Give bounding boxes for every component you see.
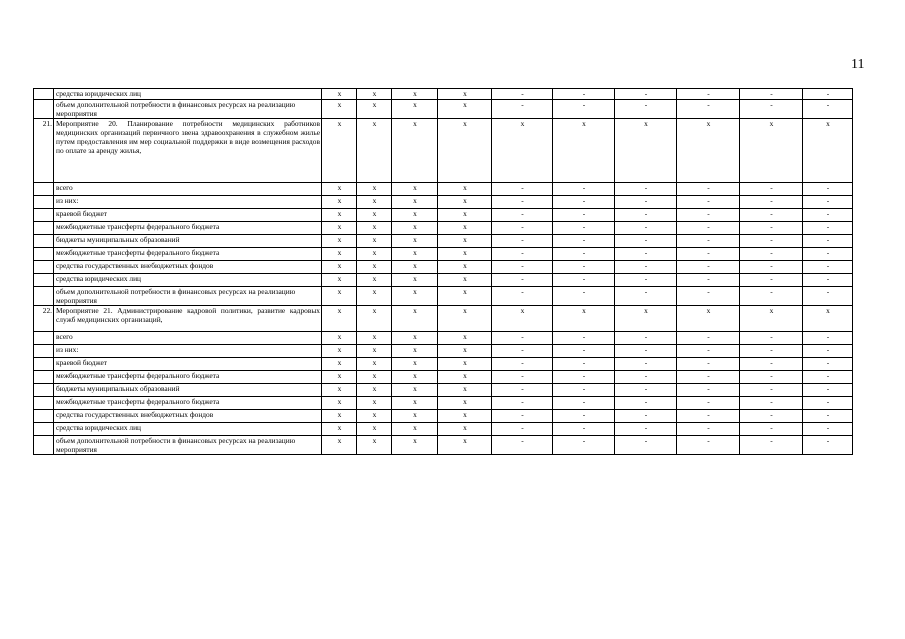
value-cell: x (392, 410, 438, 423)
value-cell: x (322, 410, 357, 423)
table-row (34, 235, 853, 248)
value-cell: x (438, 345, 492, 358)
value-cell: x (322, 183, 357, 196)
value-cell: x (677, 306, 740, 332)
value-cell: x (357, 410, 392, 423)
value-cell: - (803, 183, 853, 196)
value-cell: x (438, 274, 492, 287)
value-cell: x (438, 306, 492, 332)
value-cell: - (803, 100, 853, 119)
value-cell: - (553, 384, 615, 397)
value-cell: - (803, 287, 853, 306)
value-cell: - (615, 100, 677, 119)
row-number (34, 248, 54, 261)
value-cell: - (677, 248, 740, 261)
row-number: 21. (34, 119, 54, 183)
value-cell: - (740, 222, 803, 235)
value-cell: x (322, 222, 357, 235)
table-row (34, 436, 853, 455)
row-label: всего (54, 183, 322, 196)
value-cell: - (740, 345, 803, 358)
value-cell: x (357, 358, 392, 371)
budget-table (33, 88, 853, 455)
value-cell: x (357, 222, 392, 235)
row-number: 22. (34, 306, 54, 332)
value-cell: x (357, 332, 392, 345)
row-number (34, 397, 54, 410)
value-cell: - (677, 222, 740, 235)
row-label: средства юридических лиц (54, 89, 322, 100)
value-cell: - (740, 358, 803, 371)
value-cell: - (677, 423, 740, 436)
row-label: средства юридических лиц (54, 274, 322, 287)
value-cell: x (438, 436, 492, 455)
value-cell: x (392, 261, 438, 274)
row-label: средства государственных внебюджетных фондов (54, 261, 322, 274)
row-label: из них: (54, 196, 322, 209)
value-cell: x (322, 119, 357, 183)
value-cell: - (803, 410, 853, 423)
value-cell: - (740, 436, 803, 455)
value-cell: - (803, 261, 853, 274)
value-cell: x (392, 183, 438, 196)
value-cell: - (677, 436, 740, 455)
value-cell: x (357, 89, 392, 100)
value-cell: x (392, 89, 438, 100)
value-cell: - (492, 183, 553, 196)
value-cell: - (553, 248, 615, 261)
value-cell: x (322, 248, 357, 261)
table-row (34, 410, 853, 423)
row-label: межбюджетные трансферты федерального бюджета (54, 222, 322, 235)
row-label: межбюджетные трансферты федерального бюджета (54, 397, 322, 410)
value-cell: - (615, 274, 677, 287)
value-cell: - (615, 222, 677, 235)
row-label: бюджеты муниципальных образований (54, 384, 322, 397)
value-cell: x (322, 423, 357, 436)
value-cell: - (803, 235, 853, 248)
page-number: 11 (851, 57, 865, 72)
value-cell: - (553, 410, 615, 423)
value-cell: x (392, 196, 438, 209)
value-cell: x (357, 235, 392, 248)
value-cell: x (438, 358, 492, 371)
value-cell: - (803, 371, 853, 384)
value-cell: - (492, 332, 553, 345)
value-cell: - (553, 358, 615, 371)
value-cell: - (740, 261, 803, 274)
value-cell: x (392, 274, 438, 287)
value-cell: x (615, 306, 677, 332)
value-cell: - (492, 235, 553, 248)
value-cell: - (492, 358, 553, 371)
value-cell: - (553, 183, 615, 196)
table-row (34, 89, 853, 100)
value-cell: - (492, 248, 553, 261)
value-cell: x (438, 183, 492, 196)
value-cell: - (615, 209, 677, 222)
value-cell: x (357, 196, 392, 209)
value-cell: - (740, 235, 803, 248)
table-row (34, 248, 853, 261)
value-cell: - (492, 222, 553, 235)
value-cell: - (740, 183, 803, 196)
value-cell: x (438, 261, 492, 274)
value-cell: - (492, 436, 553, 455)
value-cell: - (615, 384, 677, 397)
row-number (34, 345, 54, 358)
value-cell: - (553, 261, 615, 274)
value-cell: x (357, 183, 392, 196)
row-number (34, 332, 54, 345)
row-number (34, 89, 54, 100)
row-label: средства юридических лиц (54, 423, 322, 436)
value-cell: - (740, 384, 803, 397)
value-cell: x (322, 261, 357, 274)
value-cell: x (322, 235, 357, 248)
value-cell: - (740, 89, 803, 100)
value-cell: x (357, 248, 392, 261)
value-cell: - (553, 332, 615, 345)
value-cell: x (357, 274, 392, 287)
value-cell: - (553, 371, 615, 384)
value-cell: - (492, 345, 553, 358)
value-cell: x (392, 332, 438, 345)
value-cell: x (357, 100, 392, 119)
value-cell: - (615, 358, 677, 371)
table-row (34, 222, 853, 235)
value-cell: - (677, 371, 740, 384)
value-cell: - (740, 423, 803, 436)
value-cell: - (803, 222, 853, 235)
value-cell: x (615, 119, 677, 183)
value-cell: x (322, 209, 357, 222)
value-cell: - (553, 436, 615, 455)
value-cell: x (322, 436, 357, 455)
value-cell: - (492, 261, 553, 274)
value-cell: - (492, 274, 553, 287)
value-cell: - (492, 100, 553, 119)
value-cell: x (322, 89, 357, 100)
value-cell: - (677, 261, 740, 274)
value-cell: x (438, 423, 492, 436)
value-cell: - (615, 248, 677, 261)
row-label: бюджеты муниципальных образований (54, 235, 322, 248)
value-cell: - (615, 196, 677, 209)
table-row (34, 332, 853, 345)
value-cell: - (740, 397, 803, 410)
value-cell: - (492, 287, 553, 306)
value-cell: x (357, 345, 392, 358)
value-cell: x (357, 436, 392, 455)
value-cell: x (322, 397, 357, 410)
value-cell: x (392, 384, 438, 397)
value-cell: x (392, 345, 438, 358)
value-cell: - (615, 332, 677, 345)
value-cell: - (553, 397, 615, 410)
value-cell: x (392, 358, 438, 371)
value-cell: x (392, 248, 438, 261)
value-cell: - (677, 274, 740, 287)
value-cell: - (740, 209, 803, 222)
value-cell: x (357, 287, 392, 306)
row-label: краевой бюджет (54, 358, 322, 371)
value-cell: - (740, 332, 803, 345)
value-cell: - (677, 287, 740, 306)
value-cell: - (740, 100, 803, 119)
value-cell: x (438, 371, 492, 384)
value-cell: x (740, 306, 803, 332)
value-cell: - (677, 397, 740, 410)
value-cell: x (357, 209, 392, 222)
value-cell: x (322, 345, 357, 358)
value-cell: - (615, 89, 677, 100)
value-cell: x (322, 287, 357, 306)
value-cell: x (357, 371, 392, 384)
value-cell: x (392, 397, 438, 410)
value-cell: x (322, 306, 357, 332)
table-row (34, 274, 853, 287)
value-cell: - (553, 345, 615, 358)
row-number (34, 261, 54, 274)
row-label: объем дополнительной потребности в финансовых ресурсах на реализацию мероприятия (54, 100, 322, 119)
table-row (34, 384, 853, 397)
value-cell: x (553, 306, 615, 332)
row-label: межбюджетные трансферты федерального бюджета (54, 248, 322, 261)
value-cell: x (438, 397, 492, 410)
value-cell: - (615, 423, 677, 436)
value-cell: - (553, 287, 615, 306)
value-cell: - (492, 397, 553, 410)
value-cell: - (803, 248, 853, 261)
table-body (34, 89, 853, 455)
table-row (34, 423, 853, 436)
value-cell: x (322, 358, 357, 371)
value-cell: x (357, 261, 392, 274)
value-cell: x (438, 89, 492, 100)
value-cell: x (438, 248, 492, 261)
value-cell: x (392, 287, 438, 306)
value-cell: - (553, 235, 615, 248)
value-cell: x (357, 119, 392, 183)
value-cell: - (803, 397, 853, 410)
value-cell: - (553, 423, 615, 436)
table-row (34, 183, 853, 196)
value-cell: x (492, 306, 553, 332)
row-label: Мероприятие 21. Администрирование кадровой политики, развитие кадровых служб медицинских организаций, (54, 306, 322, 332)
table-row (34, 119, 853, 183)
value-cell: - (677, 89, 740, 100)
value-cell: x (677, 119, 740, 183)
row-label: краевой бюджет (54, 209, 322, 222)
value-cell: - (615, 261, 677, 274)
value-cell: x (803, 306, 853, 332)
value-cell: - (492, 209, 553, 222)
table-row (34, 287, 853, 306)
value-cell: x (392, 436, 438, 455)
table-row (34, 397, 853, 410)
value-cell: - (677, 100, 740, 119)
value-cell: - (553, 222, 615, 235)
table-row (34, 345, 853, 358)
table-row (34, 100, 853, 119)
value-cell: - (492, 410, 553, 423)
value-cell: - (677, 345, 740, 358)
value-cell: - (803, 345, 853, 358)
value-cell: - (677, 358, 740, 371)
row-label: всего (54, 332, 322, 345)
value-cell: x (438, 332, 492, 345)
row-number (34, 358, 54, 371)
row-number (34, 100, 54, 119)
value-cell: x (492, 119, 553, 183)
value-cell: x (322, 274, 357, 287)
row-number (34, 423, 54, 436)
value-cell: x (438, 410, 492, 423)
value-cell: x (322, 371, 357, 384)
value-cell: - (803, 436, 853, 455)
value-cell: x (553, 119, 615, 183)
row-number (34, 384, 54, 397)
row-number (34, 235, 54, 248)
value-cell: - (740, 287, 803, 306)
row-number (34, 196, 54, 209)
value-cell: - (553, 196, 615, 209)
value-cell: - (677, 384, 740, 397)
value-cell: x (322, 196, 357, 209)
value-cell: - (615, 345, 677, 358)
value-cell: x (392, 209, 438, 222)
value-cell: x (392, 222, 438, 235)
value-cell: - (553, 89, 615, 100)
value-cell: x (357, 306, 392, 332)
value-cell: - (803, 89, 853, 100)
value-cell: x (322, 100, 357, 119)
value-cell: - (615, 287, 677, 306)
value-cell: - (492, 89, 553, 100)
value-cell: - (492, 371, 553, 384)
value-cell: x (740, 119, 803, 183)
value-cell: - (615, 371, 677, 384)
value-cell: - (615, 436, 677, 455)
row-label: из них: (54, 345, 322, 358)
value-cell: x (357, 423, 392, 436)
value-cell: - (615, 410, 677, 423)
row-number (34, 274, 54, 287)
value-cell: x (392, 235, 438, 248)
value-cell: - (492, 423, 553, 436)
table-row (34, 306, 853, 332)
value-cell: x (392, 306, 438, 332)
value-cell: - (677, 196, 740, 209)
value-cell: x (392, 100, 438, 119)
row-number (34, 410, 54, 423)
value-cell: - (803, 384, 853, 397)
value-cell: - (553, 100, 615, 119)
value-cell: x (357, 397, 392, 410)
row-label: средства государственных внебюджетных фондов (54, 410, 322, 423)
row-number (34, 371, 54, 384)
value-cell: - (740, 274, 803, 287)
row-number (34, 287, 54, 306)
value-cell: x (392, 119, 438, 183)
row-number (34, 436, 54, 455)
value-cell: - (740, 410, 803, 423)
value-cell: - (677, 183, 740, 196)
value-cell: x (438, 222, 492, 235)
value-cell: - (803, 196, 853, 209)
value-cell: - (492, 384, 553, 397)
value-cell: - (740, 196, 803, 209)
value-cell: - (492, 196, 553, 209)
row-label: межбюджетные трансферты федерального бюджета (54, 371, 322, 384)
value-cell: - (803, 274, 853, 287)
value-cell: - (615, 235, 677, 248)
table-row (34, 196, 853, 209)
value-cell: - (803, 358, 853, 371)
value-cell: x (438, 384, 492, 397)
table-row (34, 261, 853, 274)
value-cell: - (677, 235, 740, 248)
value-cell: - (677, 209, 740, 222)
value-cell: - (553, 209, 615, 222)
value-cell: x (438, 235, 492, 248)
value-cell: - (677, 332, 740, 345)
value-cell: - (615, 183, 677, 196)
value-cell: x (438, 196, 492, 209)
row-number (34, 209, 54, 222)
value-cell: - (740, 371, 803, 384)
value-cell: x (322, 332, 357, 345)
row-label: объем дополнительной потребности в финансовых ресурсах на реализацию мероприятия (54, 287, 322, 306)
value-cell: x (392, 423, 438, 436)
table-row (34, 371, 853, 384)
value-cell: - (803, 423, 853, 436)
row-number (34, 222, 54, 235)
value-cell: x (357, 384, 392, 397)
row-number (34, 183, 54, 196)
row-label: объем дополнительной потребности в финансовых ресурсах на реализацию мероприятия (54, 436, 322, 455)
value-cell: - (803, 209, 853, 222)
value-cell: x (438, 209, 492, 222)
value-cell: x (803, 119, 853, 183)
value-cell: x (438, 119, 492, 183)
row-label: Мероприятие 20. Планирование потребности медицинских работников медицинских организаций первичного звена здравоохранения в служебном жилье путем предоставления им мер социальной поддержки в виде возмещения расходов по оплате за аренду жилья, (54, 119, 322, 183)
value-cell: x (392, 371, 438, 384)
value-cell: - (740, 248, 803, 261)
value-cell: x (438, 287, 492, 306)
value-cell: - (553, 274, 615, 287)
table-row (34, 209, 853, 222)
table-row (34, 358, 853, 371)
value-cell: x (438, 100, 492, 119)
value-cell: - (803, 332, 853, 345)
value-cell: - (615, 397, 677, 410)
value-cell: x (322, 384, 357, 397)
value-cell: - (677, 410, 740, 423)
